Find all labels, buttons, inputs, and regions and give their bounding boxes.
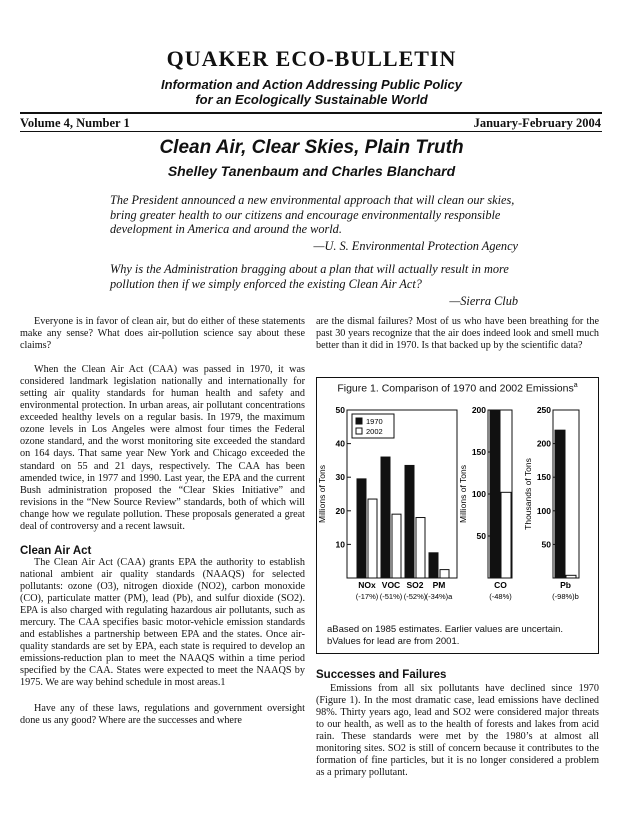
left-column [20, 316, 305, 727]
change-label: (-51%) [379, 592, 403, 601]
masthead-title: QUAKER ECO-BULLETIN [166, 46, 457, 71]
y-tick-label: 30 [335, 472, 345, 483]
y-tick-label: 50 [335, 405, 345, 415]
caa-paragraph: The Clean Air Act (CAA) grants EPA the authority to establish national ambient air quality standards (NAAQS) for selected pollutants: ozone (O3), nitrogen dioxide (NO2), carbon monoxide (CO), particulate matter (PM), lead (Pb), and sulfur dioxide (SO2). EPA is also charged with regulating hazardous air pollutants, such as mercury. The CAA specifies basic motor-vehicle emission standards and establishes a partnership between EPA and the states. Once air-quality standards are set by EPA, each state is required to develop an emissions-reduction plan to meet the NAAQS within a time period specified by the CAA. States were expected to meet the NAAQS by 1975. We are way behind schedule in most areas.1 [20, 556, 305, 689]
change-label: (-52%) [403, 592, 427, 601]
bar-1970-VOC [381, 457, 390, 578]
y-tick-label: 50 [476, 531, 486, 541]
y-tick-label: 150 [471, 447, 486, 457]
figure-footnote-b: bValues for lead are from 2001. [327, 636, 460, 647]
y-axis-label: Millions of Tons [458, 465, 468, 523]
y-tick-label: 100 [536, 505, 551, 516]
article-title: Clean Air, Clear Skies, Plain Truth [159, 137, 464, 158]
legend-label-2002: 2002 [366, 427, 383, 436]
y-tick-label: 150 [536, 472, 551, 483]
right-column-top [316, 316, 599, 352]
epa-attribution: —U. S. Environmental Protection Agency [313, 239, 518, 253]
bar-2002-PM [440, 570, 449, 578]
bar-2002-Pb [566, 575, 576, 578]
y-axis-label: Thousands of Tons [523, 458, 533, 530]
clean-air-act-heading: Clean Air Act [20, 544, 92, 557]
sierra-quote: Why is the Administration bragging about a plan that will actually result in more pollution then if we simply enforced the existing Clean Air Act? [110, 262, 509, 291]
change-label: (-34%)a [425, 592, 453, 601]
category-label: SO2 [406, 580, 424, 590]
sierra-attribution: —Sierra Club [449, 294, 518, 308]
legend-swatch-2002 [356, 428, 362, 434]
y-tick-label: 20 [335, 505, 345, 516]
y-tick-label: 100 [471, 489, 486, 499]
figure-1 [316, 377, 599, 654]
y-axis-label: Millions of Tons [317, 465, 327, 523]
epa-quote: The President announced a new environmental approach that will clean our skies, bring greater health to our citizens and encourage environmentally responsible development in America and around the world. [110, 193, 515, 237]
y-tick-label: 50 [541, 539, 551, 550]
change-label: (-98%)b [552, 592, 579, 601]
successes-paragraph: Emissions from all six pollutants have declined since 1970 (Figure 1). In the most dramatic case, lead emissions have declined 98%. Thirty years ago, lead and SO2 were considered major threats to our health, as well as to the health of forests and lakes from acid rain. These standards were met by the 1980’s at almost all monitoring sites. SO2 is still of concern because it contributes to the formation of fine particles, but it is no longer considered a problem as a primary pollutant. [316, 683, 599, 779]
y-tick-label: 10 [335, 539, 345, 550]
right-column-bottom [316, 669, 599, 779]
category-label: VOC [381, 580, 401, 590]
change-label: (-48%) [489, 592, 512, 601]
bar-1970-SO2 [405, 465, 414, 578]
y-tick-label: 250 [536, 405, 551, 415]
bar-1970-CO [490, 410, 500, 578]
figure-title: Figure 1. Comparison of 1970 and 2002 Emissions$^a$ [337, 382, 578, 395]
masthead-subtitle-1: Information and Action Addressing Public Policy [161, 77, 462, 92]
bar-2002-VOC [392, 514, 401, 578]
question-paragraph: Have any of these laws, regulations and government oversight done us any good? Where are the successes and where [20, 703, 305, 727]
emissions-chart [317, 398, 598, 626]
change-label: (-17%) [355, 592, 379, 601]
bar-2002-SO2 [416, 518, 425, 578]
bar-2002-CO [501, 492, 511, 578]
category-label: PM [432, 580, 446, 590]
category-label: Pb [560, 580, 571, 590]
bar-1970-NOx [357, 479, 366, 578]
article-authors: Shelley Tanenbaum and Charles Blanchard [167, 163, 456, 179]
bar-1970-Pb [555, 430, 565, 578]
issue-date: January-February 2004 [473, 116, 601, 130]
bar-2002-NOx [368, 499, 377, 578]
category-label: CO [494, 580, 507, 590]
masthead-rule [20, 112, 602, 114]
intro-paragraph: Everyone is in favor of clean air, but do either of these statements make any sense? What does air-pollution science say about these claims? [20, 316, 305, 352]
masthead-subtitle-2: for an Ecologically Sustainable World [195, 92, 428, 107]
issue-volume: Volume 4, Number 1 [20, 116, 130, 130]
legend-label-1970: 1970 [366, 417, 383, 426]
y-tick-label: 200 [536, 438, 551, 449]
legend-swatch-1970 [356, 418, 362, 424]
category-label: NOx [358, 580, 376, 590]
y-tick-label: 200 [471, 405, 486, 415]
figure-footnote-a: aBased on 1985 estimates. Earlier values are uncertain. [327, 624, 564, 635]
bar-1970-PM [429, 553, 438, 578]
history-paragraph: When the Clean Air Act (CAA) was passed in 1970, it was considered landmark legislation nationally and internationally for setting air quality standards for human health and safety and environmental protection. In urban areas, air pollutant concentrations exceeded healthy levels on a regular basis. In 1979, the maximum ozone levels in Los Angeles were almost four times the Federal ozone standard, and the worst monitoring site exceeded the standard on 164 days. That same year New York and Chicago exceeded the standard on 55 and 21 days, respectively. The CAA has been amended twice, in 1977 and 1990. Last year, the EPA and the current Bush administration proposed the “Clear Skies Initiative” and revisions in the “New Source Review” standards, both of which will change how we regulate pollution. These proposals generated a great deal of controversy and a recent lawsuit. [20, 364, 305, 532]
successes-heading: Successes and Failures [316, 669, 447, 681]
y-tick-label: 40 [335, 438, 345, 449]
continuation-paragraph: are the dismal failures? Most of us who have been breathing for the past 30 years recognize that the air does indeed look and smell much better than it did in 1970. Is that backed up by the scientific data? [316, 316, 599, 352]
issue-rule [20, 131, 602, 132]
